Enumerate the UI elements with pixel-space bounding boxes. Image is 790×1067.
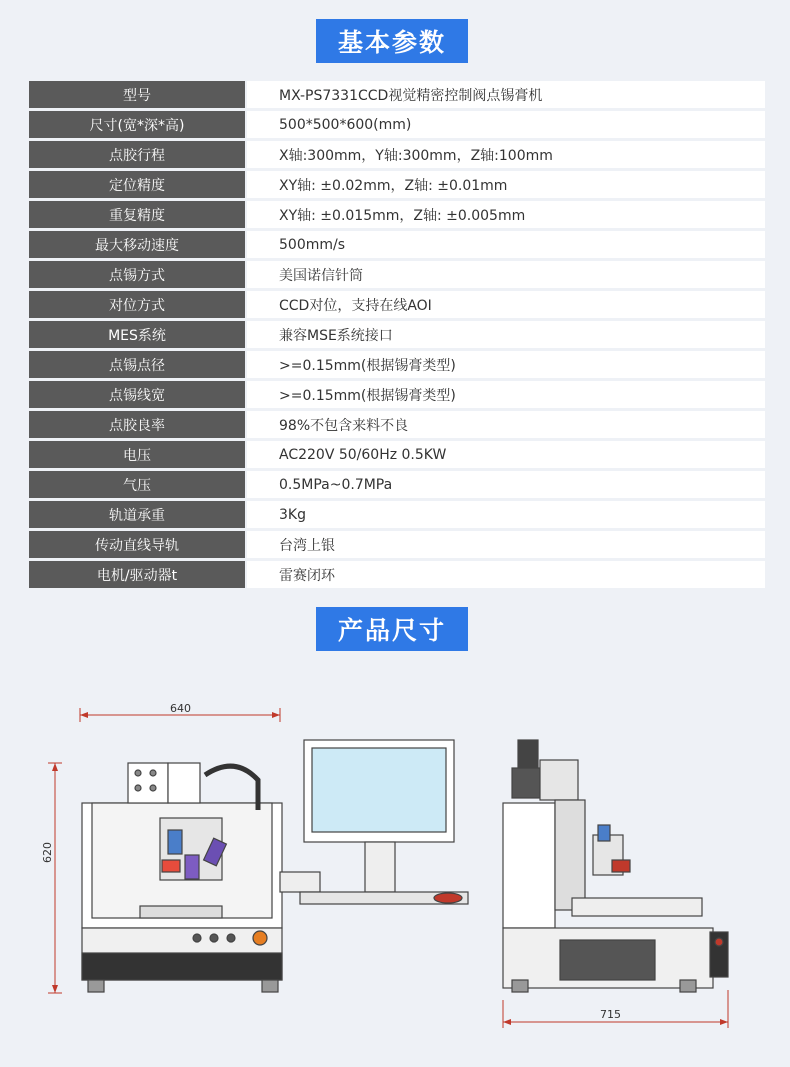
spec-row (29, 441, 765, 471)
spec-row (29, 171, 765, 201)
spec-label: 对位方式 (29, 291, 245, 318)
spec-label: 定位精度 (29, 171, 245, 198)
width-dimension (80, 702, 280, 722)
spec-row (29, 501, 765, 531)
spec-value: 500mm/s (247, 231, 765, 258)
spec-value: 美国诺信针筒 (247, 261, 765, 288)
spec-value: >=0.15mm(根据锡膏类型) (247, 351, 765, 378)
spec-value: 雷赛闭环 (247, 561, 765, 588)
spec-row (29, 381, 765, 411)
spec-row (29, 201, 765, 231)
spec-label: 点锡点径 (29, 351, 245, 378)
spec-row (29, 261, 765, 291)
spec-value: AC220V 50/60Hz 0.5KW (247, 441, 765, 468)
spec-value: CCD对位，支持在线AOI (247, 291, 765, 318)
product-dimension-diagram (0, 660, 790, 1060)
spec-value: XY轴: ±0.015mm，Z轴: ±0.005mm (247, 201, 765, 228)
spec-label: 点锡线宽 (29, 381, 245, 408)
spec-label: 尺寸(宽*深*高) (29, 111, 245, 138)
spec-row (29, 291, 765, 321)
spec-row (29, 111, 765, 141)
spec-label: 轨道承重 (29, 501, 245, 528)
front-view (82, 763, 282, 992)
spec-value: 98%不包含来料不良 (247, 411, 765, 438)
spec-row (29, 321, 765, 351)
height-label: 620 (41, 842, 54, 863)
spec-label: 最大移动速度 (29, 231, 245, 258)
width-label: 640 (170, 702, 191, 715)
section-title-params: 基本参数 (316, 19, 468, 63)
spec-label: 点胶行程 (29, 141, 245, 168)
spec-value: 500*500*600(mm) (247, 111, 765, 138)
spec-label: 电机/驱动器t (29, 561, 245, 588)
spec-label: 重复精度 (29, 201, 245, 228)
spec-row (29, 471, 765, 501)
spec-table (29, 81, 765, 591)
spec-label: MES系统 (29, 321, 245, 348)
depth-dimension (503, 990, 728, 1028)
spec-label: 点胶良率 (29, 411, 245, 438)
spec-row (29, 81, 765, 111)
section-title-dimensions: 产品尺寸 (316, 607, 468, 651)
spec-row (29, 351, 765, 381)
spec-row (29, 531, 765, 561)
spec-value: 0.5MPa~0.7MPa (247, 471, 765, 498)
spec-value: XY轴: ±0.02mm，Z轴: ±0.01mm (247, 171, 765, 198)
spec-value: MX-PS7331CCD视觉精密控制阀点锡膏机 (247, 81, 765, 108)
spec-label: 点锡方式 (29, 261, 245, 288)
spec-label: 电压 (29, 441, 245, 468)
spec-value: 3Kg (247, 501, 765, 528)
spec-value: >=0.15mm(根据锡膏类型) (247, 381, 765, 408)
machine-drawing (0, 660, 790, 1060)
spec-value: 台湾上银 (247, 531, 765, 558)
spec-row (29, 561, 765, 591)
spec-label: 传动直线导轨 (29, 531, 245, 558)
spec-value: X轴:300mm，Y轴:300mm，Z轴:100mm (247, 141, 765, 168)
spec-label: 气压 (29, 471, 245, 498)
spec-row (29, 141, 765, 171)
side-view (503, 740, 728, 992)
monitor (280, 740, 468, 904)
spec-value: 兼容MSE系统接口 (247, 321, 765, 348)
spec-row (29, 231, 765, 261)
depth-label: 715 (600, 1008, 621, 1021)
height-dimension (41, 763, 62, 993)
spec-row (29, 411, 765, 441)
spec-label: 型号 (29, 81, 245, 108)
